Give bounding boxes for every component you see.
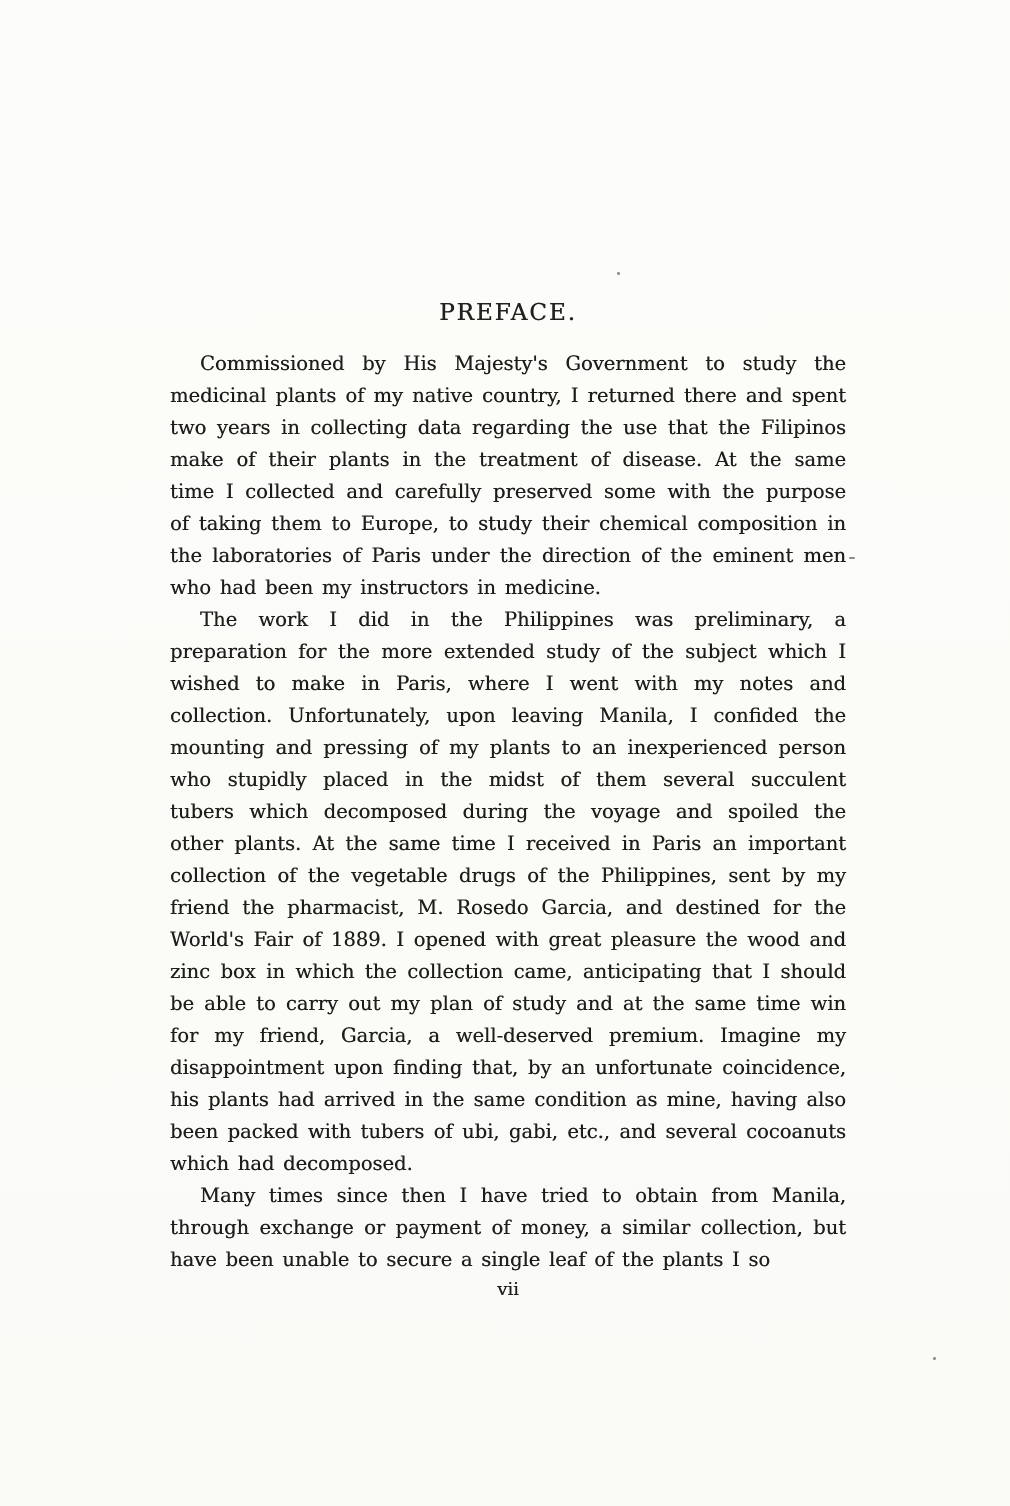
text-block <box>170 300 846 1300</box>
paragraph-2: The work I did in the Philippines was preliminary, a preparation for the more extended study of the subject which I wished to make in Paris, where I went with my notes and collection. Unfortunately, upon leaving Manila, I confided the mounting and pressing of my plants to an inexperienced person who stupidly placed in the midst of them several succulent tubers which decomposed during the voyage and spoiled the other plants. At the same time I received in Paris an important collection of the vegetable drugs of the Philippines, sent by my friend the pharmacist, M. Rosedo Garcia, and destined for the World's Fair of 1889. I opened with great pleasure the wood and zinc box in which the collection came, anticipating that I should be able to carry out my plan of study and at the same time win for my friend, Garcia, a well-deserved premium. Imagine my disappointment upon finding that, by an unfortunate coincidence, his plants had arrived in the same condition as mine, having also been packed with tubers of ubi, gabi, etc., and several cocoanuts which had decomposed. <box>170 608 846 1175</box>
paragraph-3: Many times since then I have tried to obtain from Manila, through exchange or payment of money, a similar collection, but have been unable to secure a single leaf of the plants I so <box>170 1184 846 1271</box>
scan-artifact-dot-bottom <box>933 1357 936 1360</box>
scan-artifact-mark-right <box>849 557 855 559</box>
page-title: PREFACE. <box>439 300 577 326</box>
scan-artifact-dot-top <box>617 272 620 275</box>
page-number: vii <box>497 1279 519 1300</box>
paragraph-1: Commissioned by His Majesty's Government to study the medicinal plants of my native country, I returned there and spent two years in collecting data regarding the use that the Filipinos make of their plants in the treatment of disease. At the same time I collected and carefully preserved some with the purpose of taking them to Europe, to study their chemical composition in the laboratories of Paris under the direction of the eminent men who had been my instructors in medicine. <box>170 352 846 599</box>
